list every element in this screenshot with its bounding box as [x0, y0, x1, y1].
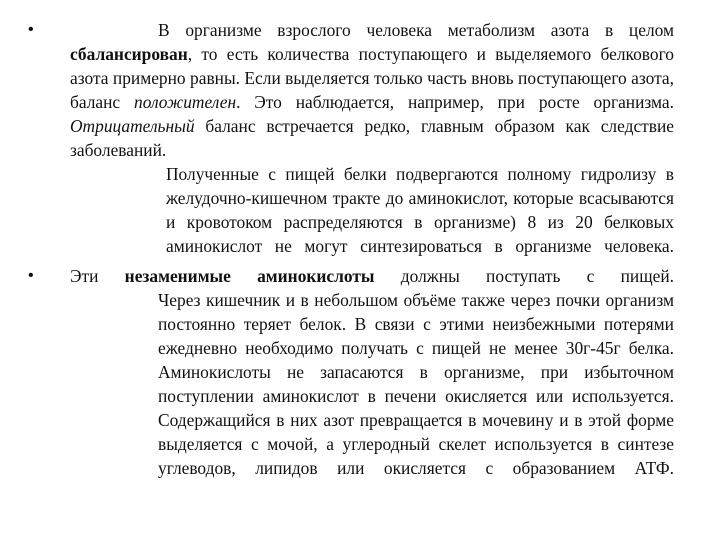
text-run: . Это наблюдается, например, при росте организма. [236, 92, 674, 112]
bold-term-essential-amino-acids: незаменимые аминокислоты [124, 266, 375, 286]
bullet-icon: • [28, 21, 34, 38]
text-line [70, 264, 674, 288]
italic-term-negative: Отрицательный [70, 116, 195, 136]
text-run: Полученные с пищей белки подвергаются полному гидролизу в желудочно-кишечном тракте до аминокислот, которые всасываются и кровотоком распределяются в организме) [166, 164, 674, 232]
text-run: должны поступать с пищей. [400, 266, 675, 286]
italic-term-positive: положителен [134, 92, 237, 112]
text-run: Через кишечник и в небольшом объёме также через почки организм постоянно теряет белок. В связи с этими неизбежными потерями ежедневно необходимо получать с пищей не менее 30г-45г белка. Аминокислоты не запасаются в организме, при избыточном поступлении аминокислот в печени окисляется или используется. Содержащийся в них азот превращается в мочевину и в этой форме выделяется с мочой, а углеродный скелет используется в синтезе углеводов, липидов или окисляется с образованием АТФ. [158, 290, 674, 478]
text-run: В организме взрослого человека метаболизм азота в целом [158, 20, 674, 40]
text-run: Эти [70, 266, 99, 286]
bullet-icon: • [28, 267, 34, 284]
bold-term-balanced: сбалансирован [70, 44, 188, 64]
text-run: баланс встречается редко, главным образом как следствие заболеваний. [70, 116, 674, 160]
text-line [70, 18, 674, 42]
text-run: , то есть количества поступающего и выделяемого белкового азота примерно равны. Если выделяется только часть вновь поступающего азота, баланс [70, 44, 674, 112]
text-line [70, 288, 674, 480]
text-line [70, 42, 674, 162]
text-run: 8 из 20 белковых аминокислот не могут синтезироваться в организме человека. [166, 212, 674, 256]
text-line [70, 162, 674, 258]
bullet-item-2 [28, 264, 675, 480]
bullet-item-1 [28, 18, 674, 258]
